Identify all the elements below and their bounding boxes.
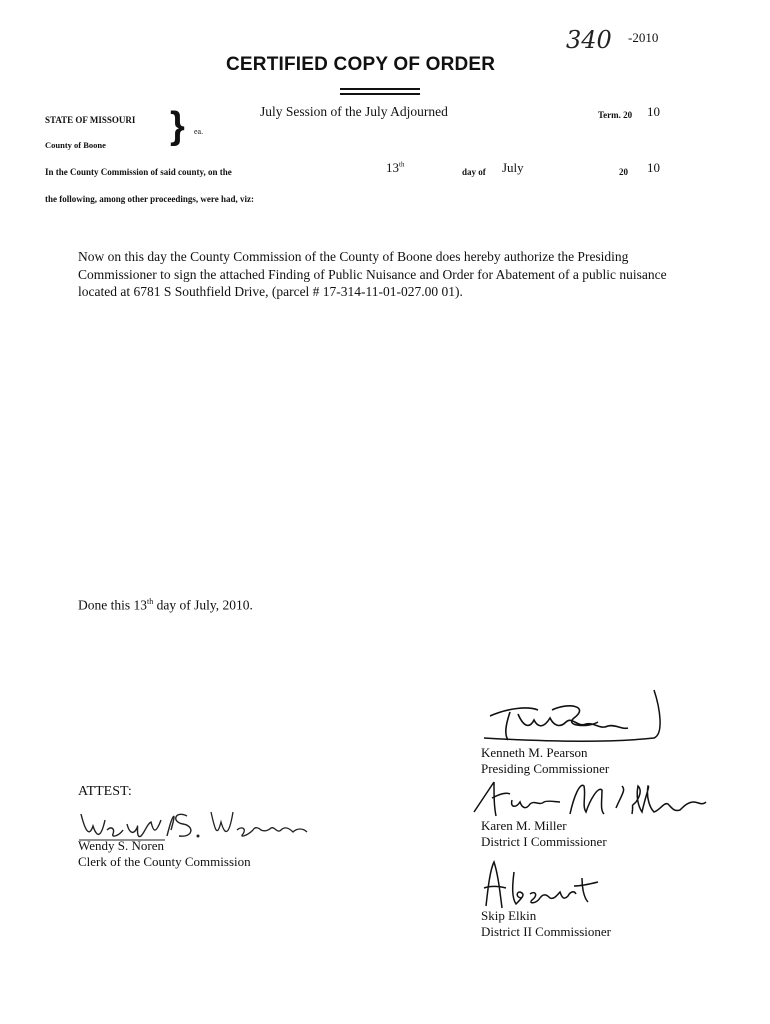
commission-line: In the County Commission of said county, on the (45, 167, 232, 177)
signer-district-2-name: Skip Elkin (481, 908, 537, 923)
done-prefix: Done this 13 (78, 597, 147, 613)
county-label: County of Boone (45, 140, 106, 150)
proceedings-line: the following, among other proceedings, were had, viz: (45, 194, 254, 204)
attest-signatory (78, 838, 251, 870)
signer-district-2-title: District II Commissioner (481, 924, 611, 939)
done-suffix: day of July, 2010. (153, 597, 253, 613)
attest-name: Wendy S. Noren (78, 838, 164, 853)
attest-title: Clerk of the County Commission (78, 854, 251, 869)
order-paragraph: Now on this day the County Commission of the County of Boone does hereby authorize the Presiding Commissioner to sign the attached Finding of Public Nuisance and Order for Abatement of a public nuisance located at 6781 S Southfield Drive, (parcel # 17-314-11-01-027.00 01). (78, 249, 667, 299)
state-label: STATE OF MISSOURI (45, 115, 136, 125)
done-line (78, 597, 253, 614)
day-number (386, 160, 404, 176)
signature-presiding (478, 688, 668, 748)
done-sup: th (147, 597, 154, 606)
day-of-label: day of (462, 167, 486, 177)
day-suffix: th (399, 160, 405, 169)
document-title: CERTIFIED COPY OF ORDER (226, 54, 496, 75)
signer-district-2 (481, 908, 611, 940)
order-year: -2010 (628, 30, 659, 45)
signer-district-1 (481, 818, 607, 850)
caption-brace: } (170, 105, 185, 147)
day-value: 13 (386, 160, 399, 175)
signature-district-1 (470, 772, 720, 822)
month-value: July (502, 160, 524, 175)
year-value: 10 (647, 160, 660, 175)
title-rule-top (340, 88, 420, 90)
signer-district-1-name: Karen M. Miller (481, 818, 567, 833)
brace-abbrev: ea. (194, 127, 204, 136)
term-year: 10 (647, 104, 660, 119)
term-label: Term. 20 (598, 110, 633, 120)
handwritten-order-number: 340 (566, 26, 612, 54)
signature-district-2-absent (478, 858, 608, 913)
signer-presiding-title: Presiding Commissioner (481, 761, 610, 776)
year-label: 20 (619, 167, 628, 177)
signer-presiding-name: Kenneth M. Pearson (481, 745, 588, 760)
title-rule-bottom (340, 93, 420, 95)
signer-district-1-title: District I Commissioner (481, 834, 607, 849)
attest-label: ATTEST: (78, 784, 132, 799)
session-text: July Session of the July Adjourned (260, 104, 448, 119)
